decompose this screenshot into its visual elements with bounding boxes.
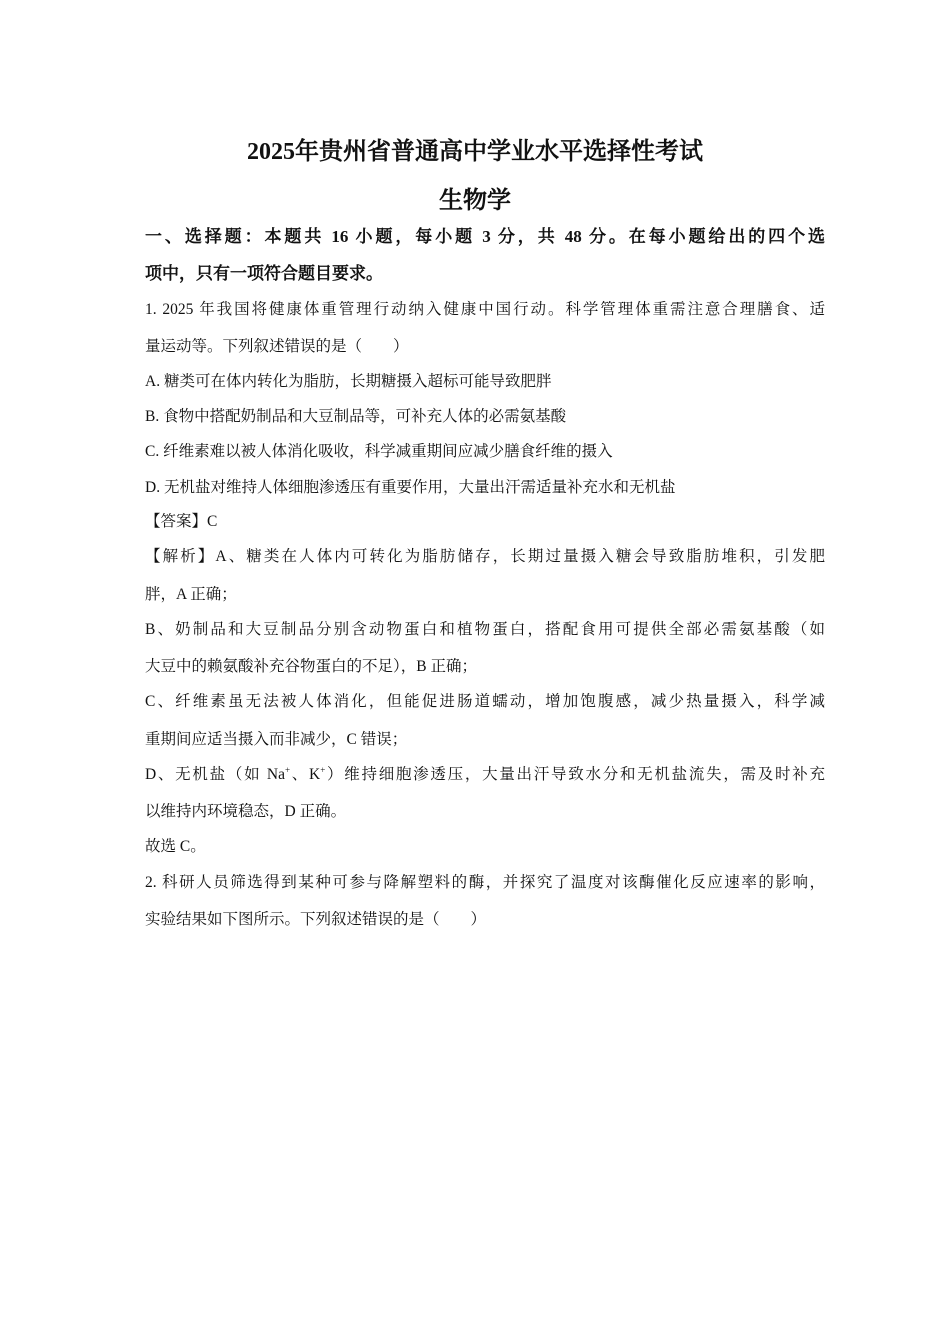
q1-option-a: A. 糖类可在体内转化为脂肪，长期糖摄入超标可能导致肥胖 <box>145 373 552 390</box>
analysis-label: 【解析】 <box>145 548 216 565</box>
subject-title: 生物学 <box>439 188 511 214</box>
q1-option-b: B. 食物中搭配奶制品和大豆制品等，可补充人体的必需氨基酸 <box>145 408 567 425</box>
analysis-d-pre: D、无机盐（如 Na <box>145 766 285 783</box>
answer-label: 【答案】 <box>145 513 208 530</box>
q1-analysis-d-line2: 以维持内环境稳态，D 正确。 <box>145 803 347 820</box>
q1-option-c: C. 纤维素难以被人体消化吸收，科学减重期间应减少膳食纤维的摄入 <box>145 443 613 460</box>
q2-stem-line1: 2. 科研人员筛选得到某种可参与降解塑料的酶，并探究了温度对该酶催化反应速率的影响， <box>145 874 825 891</box>
q1-analysis-c-line1: C、纤维素虽无法被人体消化，但能促进肠道蠕动，增加饱腹感，减少热量摄入，科学减 <box>145 693 825 710</box>
q1-answer <box>145 510 825 534</box>
q1-stem-line1: 1. 2025 年我国将健康体重管理行动纳入健康中国行动。科学管理体重需注意合理膳食、适 <box>145 301 825 318</box>
analysis-d-post: ）维持细胞渗透压，大量出汗导致水分和无机盐流失，需及时补充 <box>325 766 825 783</box>
section-heading-line1: 一、选择题：本题共 16 小题，每小题 3 分，共 48 分。在每小题给出的四个选 <box>145 227 825 246</box>
exam-title: 2025年贵州省普通高中学业水平选择性考试 <box>247 139 703 165</box>
section-heading-line2: 项中，只有一项符合题目要求。 <box>145 264 383 283</box>
q1-analysis-a-line2: 胖，A 正确； <box>145 586 237 603</box>
q1-stem-line2: 量运动等。下列叙述错误的是（ ） <box>145 338 409 355</box>
answer-value: C <box>207 513 218 530</box>
analysis-d-mid: 、K <box>290 766 321 783</box>
q1-option-d: D. 无机盐对维持人体细胞渗透压有重要作用，大量出汗需适量补充水和无机盐 <box>145 479 676 496</box>
q1-analysis-d-line1 <box>145 763 825 787</box>
q1-conclusion: 故选 C。 <box>145 838 206 855</box>
q1-analysis-b-line1: B、奶制品和大豆制品分别含动物蛋白和植物蛋白，搭配食用可提供全部必需氨基酸（如 <box>145 621 825 638</box>
analysis-a-text: A、糖类在人体内可转化为脂肪储存，长期过量摄入糖会导致脂肪堆积，引发肥 <box>215 548 825 565</box>
q1-analysis-a-line1 <box>145 545 825 569</box>
q1-analysis-b-line2: 大豆中的赖氨酸补充谷物蛋白的不足），B 正确； <box>145 658 477 675</box>
q2-stem-line2: 实验结果如下图所示。下列叙述错误的是（ ） <box>145 911 487 928</box>
q1-analysis-c-line2: 重期间应适当摄入而非减少，C 错误； <box>145 731 408 748</box>
potassium-charge: + <box>320 765 326 775</box>
sodium-charge: + <box>284 765 291 775</box>
